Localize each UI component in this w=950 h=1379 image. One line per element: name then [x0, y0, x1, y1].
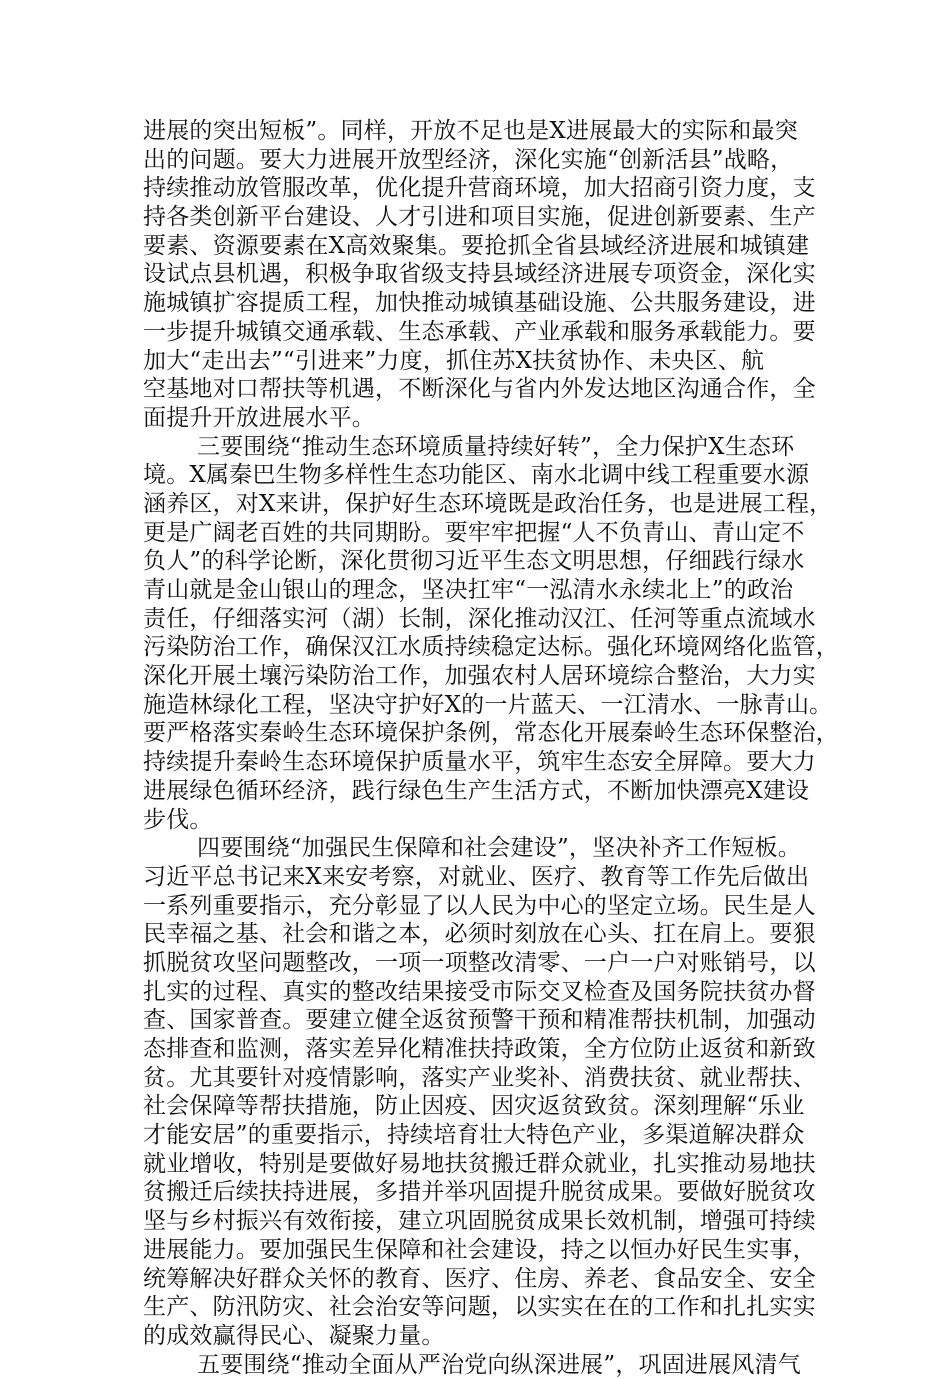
text-line: 施造林绿化工程，坚决守护好Ⅹ的一片蓝天、一江清水、一脉青山。 [143, 691, 833, 718]
text-line: 民幸福之基、社会和谐之本，必须时刻放在心头、扛在肩上。要狠 [143, 921, 816, 948]
text-line: 扎实的过程、真实的整改结果接受市际交叉检查及国务院扶贫办督 [143, 978, 816, 1005]
text-line: 一系列重要指示，充分彰显了以人民为中心的坚定立场。民生是人 [143, 892, 816, 919]
text-line: 贫。尤其要针对疫情影响，落实产业奖补、消费扶贫、就业帮扶、 [143, 1064, 816, 1091]
text-line: 持各类创新平台建设、人才引进和项目实施，促进创新要素、生产 [143, 204, 816, 231]
text-line: 要素、资源要素在Ⅹ高效聚集。要抢抓全省县域经济进展和城镇建 [143, 232, 810, 259]
paragraph-start-line: 四要围绕“加强民生保障和社会建设”，坚决补齐工作短板。 [197, 835, 801, 862]
text-line: 习近平总书记来Ⅹ来安考察，对就业、医疗、教育等工作先后做出 [143, 863, 810, 890]
text-line: 进展的突出短板”。同样，开放不足也是Ⅹ进展最大的实际和最突 [143, 118, 798, 144]
text-line: 出的问题。要大力进展开放型经济，深化实施“创新活县”战略， [143, 146, 794, 173]
text-line: 进展绿色循环经济，践行绿色生产生活方式，不断加快漂亮Ⅹ建设 [143, 777, 810, 804]
text-line: 涵养区，对Ⅹ来讲，保护好生态环境既是政治任务，也是进展工程， [143, 490, 833, 517]
paragraph-start-line: 三要围绕“推动生态环境质量持续好转”，全力保护Ⅹ生态环 [197, 433, 795, 460]
text-line: 更是广阔老百姓的共同期盼。要牢牢把握“人不负青山、青山定不 [143, 519, 805, 546]
text-line: 贫搬迁后续扶持进展，多措并举巩固提升脱贫成果。要做好脱贫攻 [143, 1179, 816, 1206]
text-line: 进展能力。要加强民生保障和社会建设，持之以恒办好民生实事， [143, 1236, 816, 1263]
text-line: 查、国家普查。要建立健全返贫预警干预和精准帮扶机制，加强动 [143, 1007, 816, 1034]
text-line: 步伐。 [143, 806, 213, 833]
text-line: 污染防治工作，确保汉江水质持续稳定达标。强化环境网络化监管， [143, 634, 839, 661]
text-line: 统筹解决好群众关怀的教育、医疗、住房、养老、食品安全、安全 [143, 1265, 816, 1292]
text-line: 才能安居”的重要指示，持续培育壮大特色产业，多渠道解决群众 [143, 1122, 805, 1149]
text-line: 空基地对口帮扶等机遇，不断深化与省内外发达地区沟通合作，全 [143, 376, 816, 403]
text-line: 施城镇扩容提质工程，加快推动城镇基础设施、公共服务建设，进 [143, 290, 816, 317]
text-line: 坚与乡村振兴有效衔接，建立巩固脱贫成果长效机制，增强可持续 [143, 1208, 816, 1235]
text-line: 深化开展土壤污染防治工作，加强农村人居环境综合整治，大力实 [143, 663, 816, 690]
text-line: 持续推动放管服改革，优化提升营商环境，加大招商引资力度，支 [143, 175, 816, 202]
paragraph-start-line: 五要围绕“推动全面从严治党向纵深进展”，巩固进展风清气 [197, 1351, 801, 1378]
text-line: 青山就是金山银山的理念，坚决扛牢“一泓清水永续北上”的政治 [143, 577, 794, 603]
text-line: 的成效赢得民心、凝聚力量。 [143, 1322, 445, 1349]
text-line: 面提升开放进展水平。 [143, 404, 375, 431]
text-line: 要严格落实秦岭生态环境保护条例，常态化开展秦岭生态环保整治， [143, 720, 839, 747]
text-line: 一步提升城镇交通承载、生态承载、产业承载和服务承载能力。要 [143, 318, 816, 345]
text-line: 就业增收，特别是要做好易地扶贫搬迁群众就业，扎实推动易地扶 [143, 1150, 816, 1177]
text-line: 境。Ⅹ属秦巴生物多样性生态功能区、南水北调中线工程重要水源 [143, 462, 810, 489]
text-line: 社会保障等帮扶措施，防止因疫、因灾返贫致贫。深刻理解“乐业 [143, 1093, 805, 1120]
text-line: 态排查和监测，落实差异化精准扶持政策，全方位防止返贫和新致 [143, 1036, 816, 1062]
text-line: 加大“走出去”“引进来”力度，抓住苏Ⅹ扶贫协作、未央区、航 [143, 347, 765, 374]
text-line: 持续提升秦岭生态环境保护质量水平，筑牢生态安全屏障。要大力 [143, 749, 816, 776]
text-line: 抓脱贫攻坚问题整改，一项一项整改清零、一户一户对账销号，以 [143, 949, 816, 976]
text-line: 责任，仔细落实河（湖）长制，深化推动汉江、任河等重点流域水 [143, 605, 816, 632]
text-line: 负人”的科学论断，深化贯彻习近平生态文明思想，仔细践行绿水 [143, 548, 805, 575]
document-body [143, 117, 839, 1379]
text-line: 生产、防汛防灾、社会治安等问题，以实实在在的工作和扎扎实实 [143, 1294, 816, 1321]
text-line: 设试点县机遇，积极争取省级支持县域经济进展专项资金，深化实 [143, 261, 816, 288]
